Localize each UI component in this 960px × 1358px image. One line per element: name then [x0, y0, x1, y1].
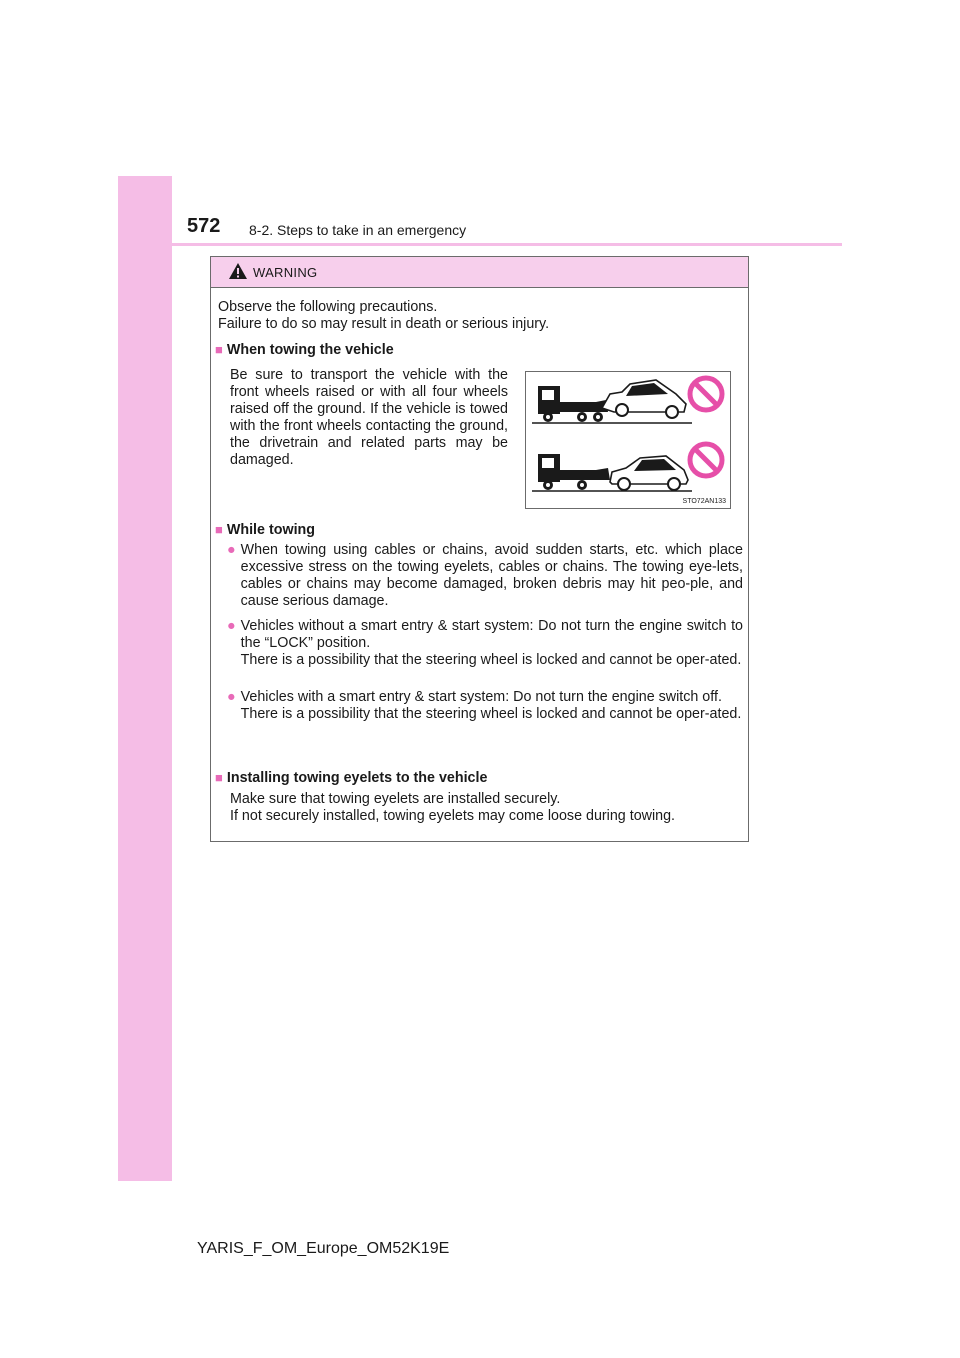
bullet-content	[241, 618, 743, 669]
bullet-note: There is a possibility that the steering wheel is locked and cannot be oper-ated.	[240, 652, 742, 668]
heading-towing-vehicle	[215, 342, 394, 358]
tow-truck-top	[532, 380, 692, 423]
chapter-side-tab	[118, 176, 172, 1181]
intro-line-1: Observe the following precautions.	[218, 299, 438, 315]
intro-line-2: Failure to do so may result in death or serious injury.	[218, 316, 550, 332]
bullet-text: Vehicles without a smart entry & start system: Do not turn the engine switch to the “LOCK” position.	[240, 618, 743, 651]
tow-truck-illustration	[526, 372, 730, 508]
heading-installing-eyelets	[215, 770, 487, 786]
bullet-text: When towing using cables or chains, avoid sudden starts, etc. which place excessive stress on the towing eyelets, cables or chains. The towing eye-lets, cables or chains may become damaged, broken debris may hit peo-ple, and cause serious damage.	[240, 542, 743, 609]
heading-text: When towing the vehicle	[226, 342, 394, 358]
list-item	[227, 689, 743, 723]
bullet-note: There is a possibility that the steering wheel is locked and cannot be oper-ated.	[240, 706, 742, 722]
list-item	[227, 542, 743, 610]
prohibition-icon	[690, 444, 722, 476]
list-item	[227, 618, 743, 669]
document-id: YARIS_F_OM_Europe_OM52K19E	[197, 1240, 450, 1257]
circle-bullet-icon: ●	[227, 542, 236, 558]
heading-while-towing	[215, 522, 315, 538]
eyelets-line-1: Make sure that towing eyelets are installed securely.	[230, 791, 561, 807]
heading-text: Installing towing eyelets to the vehicle	[226, 770, 488, 786]
circle-bullet-icon: ●	[227, 618, 236, 634]
eyelets-line-2: If not securely installed, towing eyelets may come loose during towing.	[230, 808, 676, 824]
warning-box	[210, 256, 749, 842]
bullet-content	[241, 689, 743, 723]
warning-triangle-icon	[228, 262, 248, 280]
warning-title: WARNING	[253, 265, 318, 280]
heading-text: While towing	[226, 522, 316, 538]
circle-bullet-icon: ●	[227, 689, 236, 705]
header-divider	[172, 243, 842, 246]
installing-eyelets-text	[230, 791, 740, 825]
figure-code: STO72AN133	[682, 498, 726, 505]
square-bullet-icon: ■	[215, 522, 223, 537]
warning-intro	[218, 299, 743, 333]
square-bullet-icon: ■	[215, 342, 223, 357]
towing-illustration	[525, 371, 731, 509]
prohibition-icon	[690, 378, 722, 410]
bullet-text: Vehicles with a smart entry & start system: Do not turn the engine switch off.	[240, 689, 722, 705]
tow-truck-bottom	[532, 454, 692, 491]
square-bullet-icon: ■	[215, 770, 223, 785]
page-number: 572	[187, 215, 221, 237]
towing-vehicle-text: Be sure to transport the vehicle with the front wheels raised or with all four wheels raised off the ground. If the vehicle is towed with the front wheels contacting the ground, the drivetrain and related parts may be damaged.	[230, 367, 508, 468]
section-title: 8-2. Steps to take in an emergency	[249, 222, 467, 238]
warning-header	[211, 257, 748, 288]
